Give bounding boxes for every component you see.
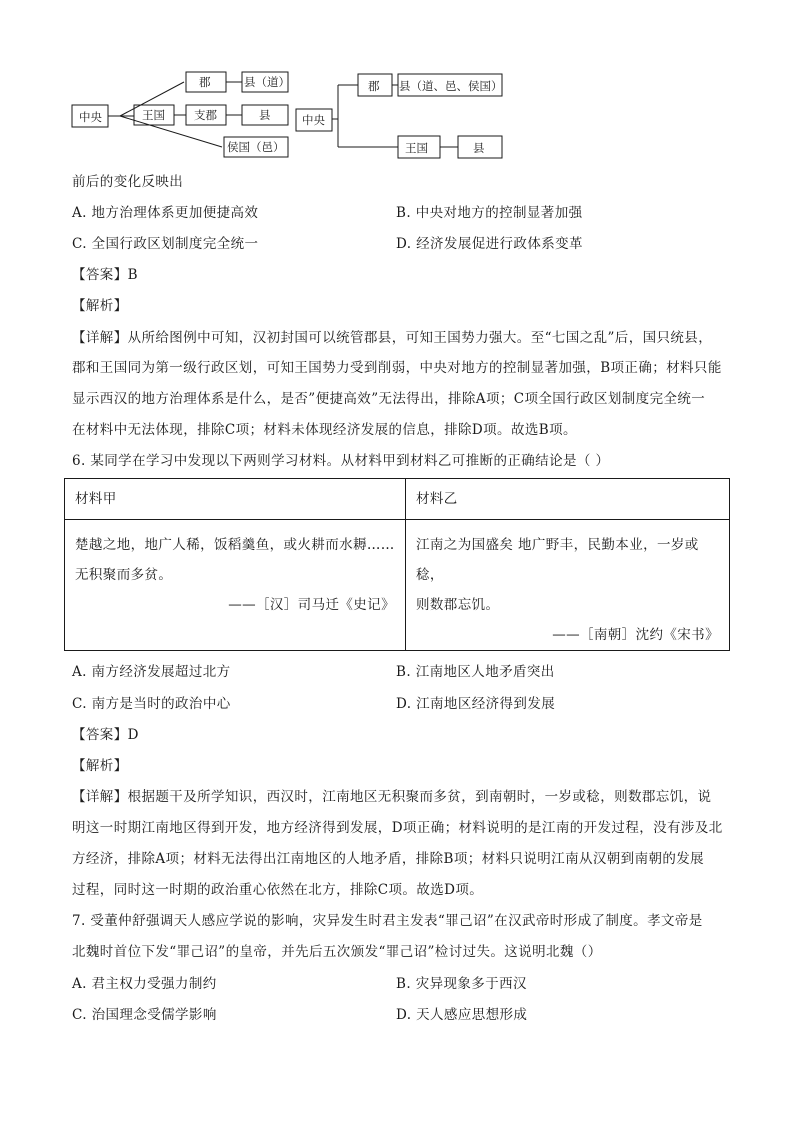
q5-answer: 【答案】B [72, 267, 138, 283]
diagram-right-county-group: 县（道、邑、侯国） [399, 79, 503, 93]
q5-detail-line: 【详解】从所给图例中可知，汉初封国可以统管郡县，可知王国势力强大。至“七国之乱”后，国只统县， [72, 330, 713, 346]
q5-option-c: C. 全国行政区划制度完全统一 [72, 236, 259, 252]
diagram-right-kingdom: 王国 [405, 141, 428, 155]
material-a-header: 材料甲 [65, 479, 406, 520]
q7-option-d: D. 天人感应思想形成 [396, 1007, 528, 1023]
material-a-text-2: 无积聚而多贫。 [75, 567, 173, 583]
q7-option-a: A. 君主权力受强力制约 [72, 976, 217, 992]
q7-option-c: C. 治国理念受儒学影响 [72, 1007, 217, 1023]
material-a-text-1: 楚越之地，地广人稀，饭稻羹鱼，或火耕而水耨…… [75, 537, 395, 553]
material-b-text-1: 江南之为国盛矣 地广野丰，民勤本业，一岁或稔， [416, 537, 699, 583]
q6-detail-line: 方经济，排除A项；材料无法得出江南地区的人地矛盾，排除B项；材料只说明江南从汉朝到南朝的发展 [72, 851, 705, 867]
materials-table [64, 478, 730, 651]
diagram-left-kingdom: 王国 [142, 108, 165, 122]
material-b-header: 材料乙 [406, 479, 730, 520]
q6-option-a: A. 南方经济发展超过北方 [72, 664, 231, 680]
q6-option-c: C. 南方是当时的政治中心 [72, 696, 231, 712]
diagram-left-branch-commandery: 支郡 [194, 108, 217, 122]
material-a-cell [65, 520, 406, 651]
q5-option-b: B. 中央对地方的控制显著加强 [396, 205, 583, 221]
diagram-right-commandery: 郡 [368, 79, 380, 93]
q6-analysis-label: 【解析】 [72, 758, 128, 774]
q6-option-b: B. 江南地区人地矛盾突出 [396, 664, 555, 680]
diagram-left-county: 县 [259, 108, 271, 122]
diagram-left-commandery: 郡 [199, 75, 211, 89]
q5-detail-line: 在材料中无法体现，排除C项；材料未体现经济发展的信息，排除D项。故选B项。 [72, 422, 577, 438]
diagram-left-county-road: 县（道） [244, 75, 290, 89]
material-b-text-2: 则数郡忘饥。 [416, 597, 500, 613]
material-b-cell [406, 520, 730, 651]
q7-stem-line: 北魏时首位下发“罪己诏”的皇帝，并先后五次颁发“罪己诏”检讨过失。这说明北魏（） [72, 944, 602, 960]
diagram-right-center: 中央 [302, 113, 325, 127]
q5-stem-tail: 前后的变化反映出 [72, 174, 184, 190]
q5-analysis-label: 【解析】 [72, 298, 128, 314]
q5-detail-line: 郡和王国同为第一级行政区划，可知王国势力受到削弱，中央对地方的控制显著加强，B项正确；材料只能 [72, 360, 722, 376]
q7-stem-line: 7. 受董仲舒强调天人感应学说的影响，灾异发生时君主发表“罪己诏”在汉武帝时形成了制度。孝文帝是 [72, 913, 703, 929]
diagram-left-marquisate: 侯国（邑） [227, 140, 285, 154]
q5-detail-line: 显示西汉的地方治理体系是什么，是否”便捷高效”无法得出，排除A项；C项全国行政区划制度完全统一 [72, 391, 706, 407]
q6-answer: 【答案】D [72, 727, 139, 743]
q6-detail-line: 明这一时期江南地区得到开发，地方经济得到发展，D项正确；材料说明的是江南的开发过程，没有涉及北 [72, 820, 723, 836]
administrative-structure-diagram [68, 62, 508, 162]
material-a-source: ——［汉］司马迁《史记》 [228, 597, 395, 613]
q6-option-d: D. 江南地区经济得到发展 [396, 696, 556, 712]
q6-detail-line: 过程，同时这一时期的政治重心依然在北方，排除C项。故选D项。 [72, 882, 484, 898]
diagram-left-center: 中央 [79, 110, 102, 124]
q5-option-a: A. 地方治理体系更加便捷高效 [72, 205, 259, 221]
q6-detail-line: 【详解】根据题干及所学知识，西汉时，江南地区无积聚而多贫，到南朝时，一岁或稔，则数郡忘饥，说 [72, 789, 712, 805]
q6-stem: 6. 某同学在学习中发现以下两则学习材料。从材料甲到材料乙可推断的正确结论是（ ） [72, 453, 610, 469]
q7-option-b: B. 灾异现象多于西汉 [396, 976, 527, 992]
q5-option-d: D. 经济发展促进行政体系变革 [396, 236, 583, 252]
diagram-right-county: 县 [473, 141, 485, 155]
material-b-source: ——［南朝］沈约《宋书》 [552, 627, 719, 643]
